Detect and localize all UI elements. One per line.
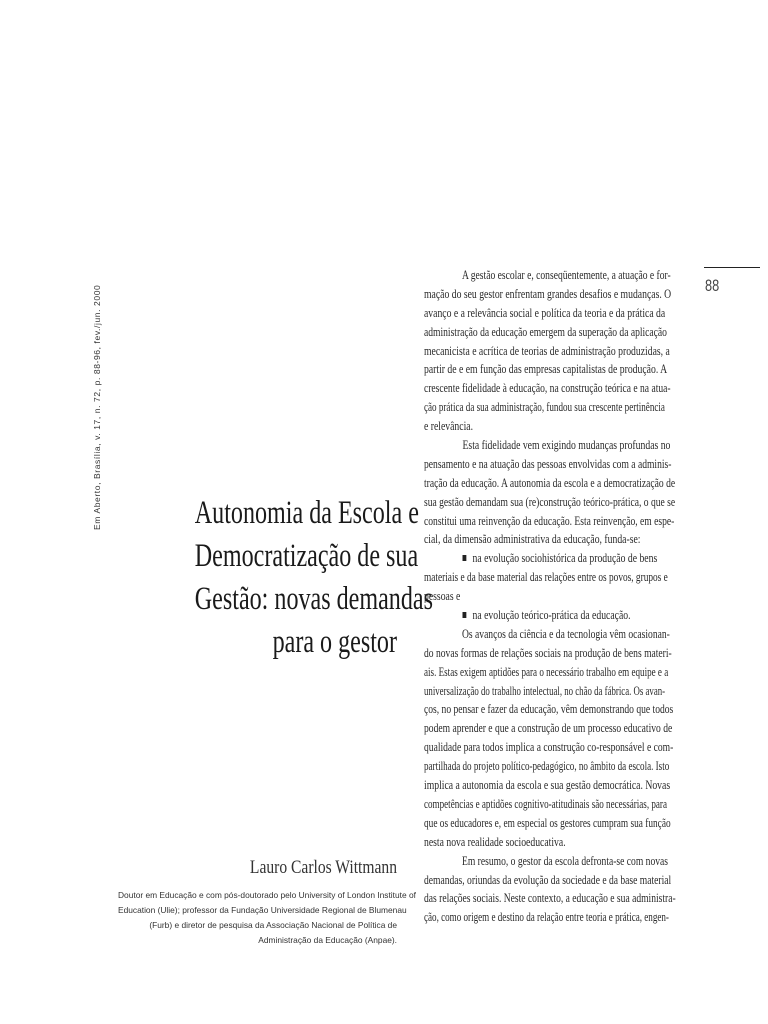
body-line-text: pessoas e <box>424 589 461 604</box>
body-line-text: Em resumo, o gestor da escola defronta-se com novas <box>462 853 668 868</box>
body-text-line <box>424 587 633 606</box>
body-text-line <box>424 871 672 890</box>
body-text-line <box>424 738 674 757</box>
body-line-text: ços, no pensar e fazer da educação, vêm demonstrando que todos <box>424 702 674 717</box>
body-line-text: mecanicista e acrítica de teorias de administração produzidas, a <box>424 343 670 358</box>
body-text-line <box>424 814 671 833</box>
body-text-line <box>424 663 669 682</box>
body-text-line <box>424 908 669 927</box>
body-line-text: constitui uma reinvenção da educação. Esta reinvenção, em espe- <box>424 513 675 528</box>
body-text-line <box>424 323 667 342</box>
body-text-line <box>424 682 666 701</box>
body-line-text: partilhada do projeto político-pedagógico, no âmbito da escola. Isto <box>424 759 670 774</box>
bullet-square-icon <box>463 612 467 618</box>
body-line-text: ais. Estas exigem aptidões para o necessário trabalho em equipe e a <box>424 664 669 679</box>
body-text-line <box>424 398 665 417</box>
body-text-line <box>424 700 674 719</box>
body-text-line <box>424 568 668 587</box>
body-line-text: Os avanços da ciência e da tecnologia vêm ocasionan- <box>462 626 670 641</box>
body-text-line <box>424 304 666 323</box>
body-text-line <box>424 719 673 738</box>
author-name: Lauro Carlos Wittmann <box>249 857 397 878</box>
journal-citation: Em Aberto, Brasília, v. 17, n. 72, p. 88-96, fev./jun. 2000 <box>92 284 102 530</box>
body-line-text: na evolução sociohistórica da produção de bens <box>472 551 658 566</box>
body-line-text: A gestão escolar e, conseqüentemente, a atuação e for- <box>462 268 671 282</box>
body-line-text: nesta nova realidade socioeducativa. <box>424 834 566 849</box>
body-text-line <box>424 417 633 436</box>
body-line-text: podem aprender e que a construção de um processo educativo de <box>424 721 673 736</box>
bullet-item-line <box>424 606 633 625</box>
body-text-line <box>424 889 676 908</box>
body-line-text: avanço e a relevância social e política da teoria e da prática da <box>424 305 666 320</box>
page-number: 88 <box>705 276 720 295</box>
author-bio-line: (Furb) e diretor de pesquisa da Associação Nacional de Política de <box>149 920 397 930</box>
body-line-text: Esta fidelidade vem exigindo mudanças profundas no <box>462 438 671 453</box>
author-bio-line: Doutor em Educação e com pós-doutorado pelo University of London Institute of <box>118 890 416 900</box>
body-text-line <box>424 625 670 644</box>
title-line: Gestão: novas demandas <box>194 581 433 617</box>
body-line-text: implica a autonomia da escola e sua gestão democrática. Novas <box>424 778 671 793</box>
body-text-line <box>424 644 672 663</box>
body-line-text: ção prática da sua administração, fundou sua crescente pertinência <box>424 400 665 415</box>
body-line-text: cial, da dimensão administrativa da educação, funda-se: <box>424 532 641 547</box>
body-text-line <box>424 493 676 512</box>
body-text-line <box>424 474 676 493</box>
body-text-line <box>424 852 668 871</box>
body-text-line <box>424 530 641 549</box>
body-line-text: administração da educação emergem da superação da aplicação <box>424 324 667 339</box>
body-text-line <box>424 833 633 852</box>
bullet-square-icon <box>463 555 467 561</box>
body-line-text: sua gestão demandam sua (re)construção teórico-prática, o que se <box>424 494 676 509</box>
body-line-text: universalização do trabalho intelectual, no chão da fábrica. Os avan- <box>424 683 666 698</box>
body-text-line <box>424 360 668 379</box>
body-text-line <box>424 776 671 795</box>
author-bio-line: Education (Ulie); professor da Fundação Universidade Regional de Blumenau <box>118 905 407 915</box>
body-text-line <box>424 285 672 304</box>
body-text-line <box>424 436 671 455</box>
title-line: para o gestor <box>272 624 397 660</box>
body-line-text: na evolução teórico-prática da educação. <box>472 608 631 623</box>
body-text-line <box>424 379 671 398</box>
body-line-text: competências e aptidões cognitivo-atitudinais são necessárias, para <box>424 796 667 811</box>
article-title <box>120 492 433 664</box>
author-bio-line: Administração da Educação (Anpae). <box>258 935 397 945</box>
body-text-column <box>424 266 696 927</box>
body-line-text: mação do seu gestor enfrentam grandes desafios e mudanças. O <box>424 286 672 301</box>
body-line-text: demandas, oriundas da evolução da sociedade e da base material <box>424 872 672 887</box>
body-line-text: pensamento e na atuação das pessoas envolvidas com a adminis- <box>424 456 672 471</box>
body-text-line <box>424 512 675 531</box>
body-line-text: partir de e em função das empresas capitalistas de produção. A <box>424 362 668 377</box>
body-text-line <box>424 757 670 776</box>
body-line-text: tração da educação. A autonomia da escola e a democratização de <box>424 475 676 490</box>
body-line-text: do novas formas de relações sociais na produção de bens materi- <box>424 645 672 660</box>
body-line-text: qualidade para todos implica a construção co-responsável e com- <box>424 740 674 755</box>
body-line-text: materiais e da base material das relações entre os povos, grupos e <box>424 570 668 585</box>
body-line-text: ção, como origem e destino da relação entre teoria e prática, engen- <box>424 910 669 925</box>
title-line: Democratização de sua <box>194 538 419 574</box>
body-line-text: das relações sociais. Neste contexto, a educação e sua administra- <box>424 891 676 906</box>
body-text-line <box>424 266 671 285</box>
page-number-rule <box>704 267 760 268</box>
body-line-text: que os educadores e, em especial os gestores cumpram sua função <box>424 815 671 830</box>
bullet-item-line <box>424 549 658 568</box>
title-line: Autonomia da Escola e <box>194 495 419 531</box>
body-line-text: crescente fidelidade à educação, na construção teórica e na atua- <box>424 381 671 396</box>
author-bio <box>118 888 416 948</box>
body-text-line <box>424 455 672 474</box>
body-text-line <box>424 342 670 361</box>
body-line-text: e relevância. <box>424 419 473 434</box>
body-text-line <box>424 795 667 814</box>
